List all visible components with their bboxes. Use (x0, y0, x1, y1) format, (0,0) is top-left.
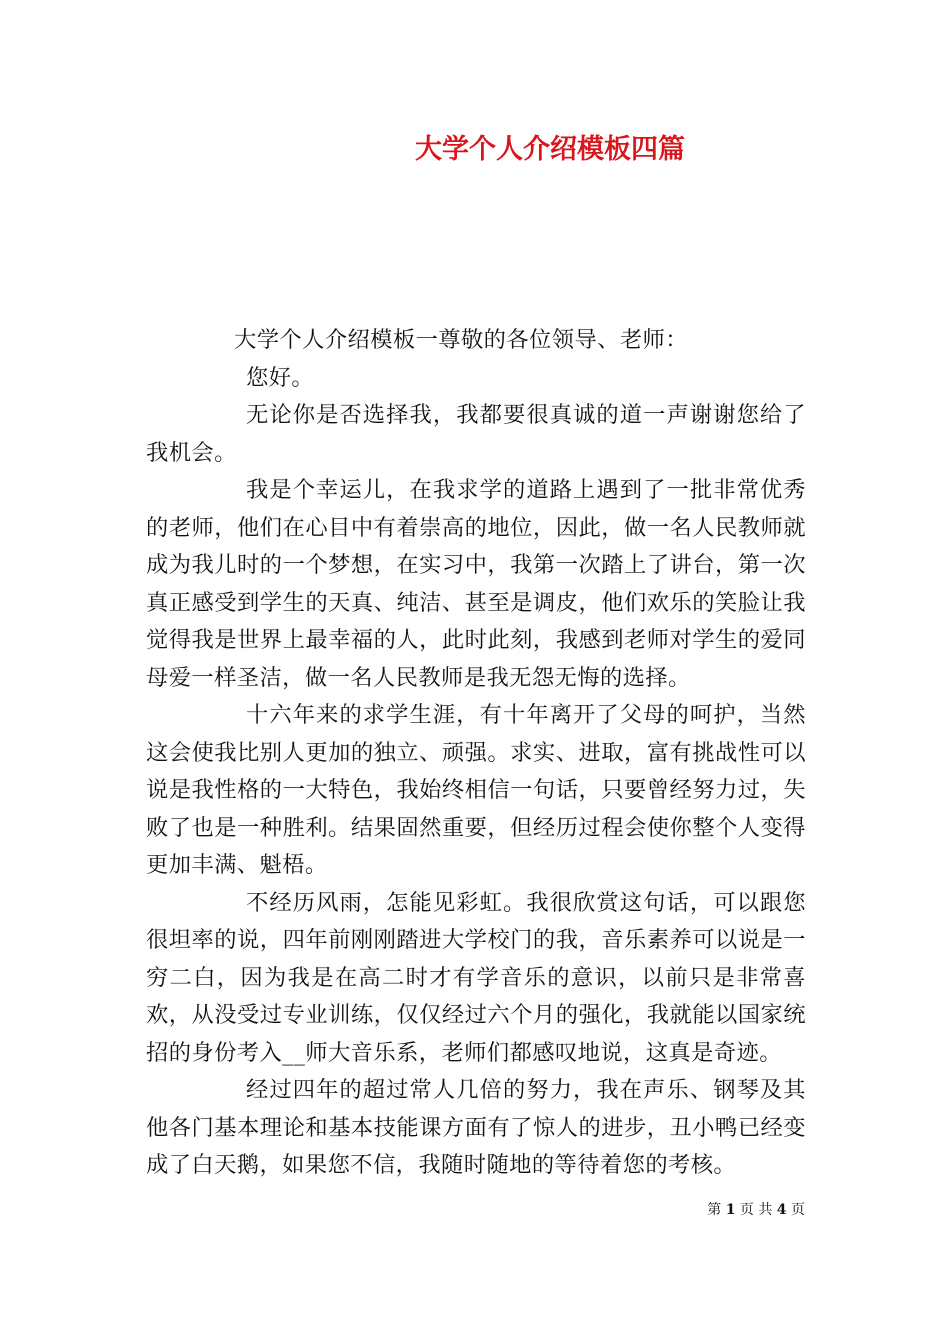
footer-prefix: 第 (707, 1202, 722, 1218)
footer-page-number: 1 (725, 1202, 736, 1218)
paragraph: 我是个幸运儿，在我求学的道路上遇到了一批非常优秀的老师，他们在心目中有着崇高的地位，因此，做一名人民教师就成为我儿时的一个梦想，在实习中，我第一次踏上了讲台，第一次真正感受到学生的天真、纯洁、甚至是调皮，他们欢乐的笑脸让我觉得我是世界上最幸福的人，此时此刻，我感到老师对学生的爱同母爱一样圣洁，做一名人民教师是我无怨无悔的选择。 (146, 477, 806, 691)
document-body (146, 322, 806, 1185)
paragraph: 十六年来的求学生涯，有十年离开了父母的呵护，当然这会使我比别人更加的独立、顽强。求实、进取，富有挑战性可以说是我性格的一大特色，我始终相信一句话，只要曾经努力过，失败了也是一种胜利。结果固然重要，但经历过程会使你整个人变得更加丰满、魁梧。 (146, 702, 806, 878)
paragraph: 无论你是否选择我，我都要很真诚的道一声谢谢您给了我机会。 (146, 402, 806, 466)
footer-suffix: 页 (791, 1202, 805, 1218)
paragraph-opening: 大学个人介绍模板一尊敬的各位领导、老师： (234, 327, 688, 353)
paragraph: 经过四年的超过常人几倍的努力，我在声乐、钢琴及其他各门基本理论和基本技能课方面有了惊人的进步，丑小鸭已经变成了白天鹅，如果您不信，我随时随地的等待着您的考核。 (146, 1077, 806, 1178)
footer-total-pages: 4 (776, 1202, 787, 1218)
page-number-footer (707, 1200, 805, 1220)
paragraph-greeting: 您好。 (246, 364, 315, 391)
footer-middle: 页 共 (739, 1202, 773, 1218)
paragraph: 不经历风雨，怎能见彩虹。我很欣赏这句话，可以跟您很坦率的说，四年前刚刚踏进大学校门的我，音乐素养可以说是一穷二白，因为我是在高二时才有学音乐的意识，以前只是非常喜欢，从没受过专业训练，仅仅经过六个月的强化，我就能以国家统招的身份考入__师大音乐系，老师们都感叹地说，这真是奇迹。 (146, 889, 806, 1066)
document-title: 大学个人介绍模板四篇 (415, 134, 685, 165)
